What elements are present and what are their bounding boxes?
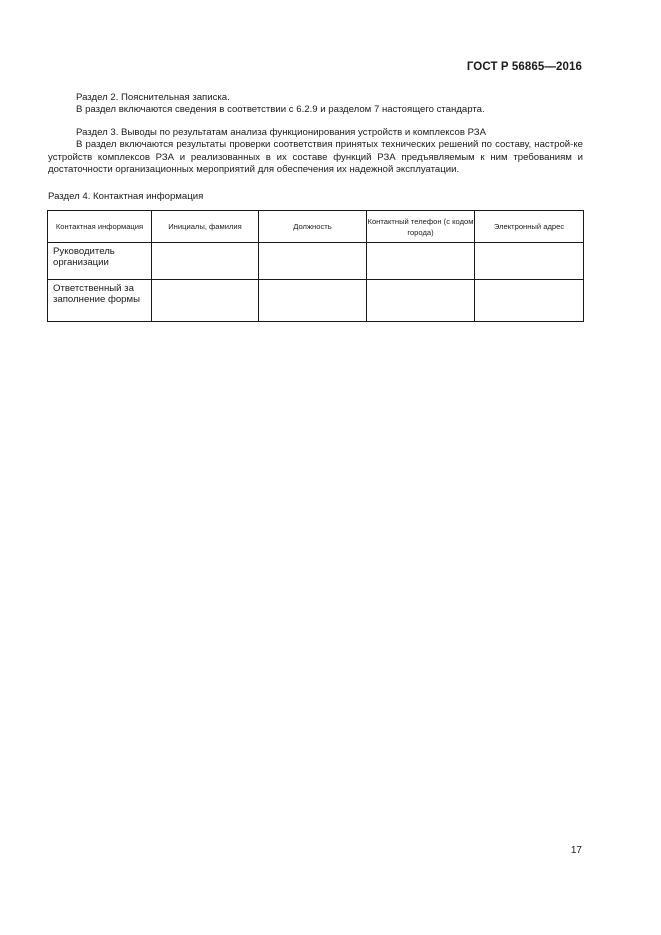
table-cell — [152, 280, 259, 322]
page-number: 17 — [570, 845, 582, 856]
header-phone: Контактный телефон (с кодом города) — [367, 211, 475, 243]
row-label-responsible: Ответственный за заполнение формы — [48, 280, 152, 322]
section-3-title: Раздел 3. Выводы по результатам анализа функционирования устройств и комплексов РЗА — [76, 127, 486, 138]
table-cell — [367, 243, 475, 280]
header-name: Инициалы, фамилия — [152, 211, 259, 243]
section-2-title: Раздел 2. Пояснительная записка. — [76, 92, 230, 103]
table-cell — [152, 243, 259, 280]
section-2-body: В раздел включаются сведения в соответствии с 6.2.9 и разделом 7 настоящего стандарта. — [76, 104, 485, 116]
row-label-head: Руководитель организации — [48, 243, 152, 280]
header-contact-info: Контактная информация — [48, 211, 152, 243]
section-3-body: В раздел включаются результаты проверки соответствия принятых технических решений по составу, настрой-ке устройств комплексов РЗА и реализованных в их составе функций РЗА предъявляемым к ним требованиям и достаточности организационных мероприятий для обеспечения их надежной эксплуатации. — [48, 139, 583, 176]
section-4-title: Раздел 4. Контактная информация — [48, 191, 204, 202]
table-row — [48, 243, 584, 280]
table-cell — [475, 243, 584, 280]
document-code: ГОСТ Р 56865—2016 — [466, 61, 582, 73]
table-cell — [367, 280, 475, 322]
header-email: Электронный адрес — [475, 211, 584, 243]
contact-info-table — [47, 210, 584, 322]
section-2 — [48, 92, 583, 117]
table-row — [48, 280, 584, 322]
table-header-row — [48, 211, 584, 243]
table-cell — [259, 280, 367, 322]
table-cell — [259, 243, 367, 280]
section-3 — [48, 127, 583, 177]
table-cell — [475, 280, 584, 322]
header-position: Должность — [259, 211, 367, 243]
